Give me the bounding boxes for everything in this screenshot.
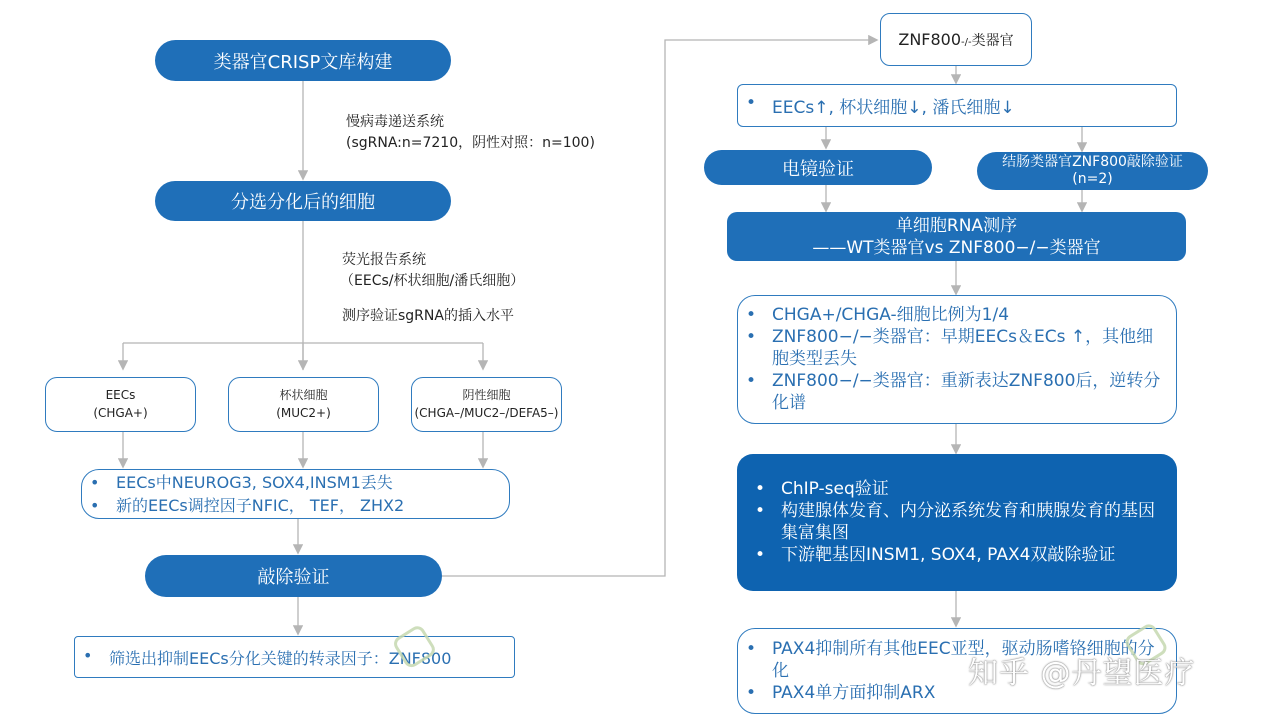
- znf800-genotype: -/-: [961, 37, 972, 48]
- reporter-note-line-3: 测序验证sgRNA的插入水平: [342, 308, 514, 324]
- znf800-organoid-suffix: 类器官: [971, 32, 1014, 49]
- category-goblet-name: 杯状细胞: [279, 388, 328, 403]
- screen-findings-box: [81, 469, 510, 519]
- znf800-organoid-node: [880, 13, 1032, 66]
- phenotype-box: [737, 84, 1177, 127]
- znf800-gene: ZNF800: [898, 30, 962, 49]
- category-eecs-marker: (CHGA+): [93, 405, 148, 420]
- pax4-finding-item: • PAX4抑制所有其他EEC亚型，驱动肠嗜铬细胞的分化: [738, 638, 1162, 682]
- scrna-seq-step: [727, 212, 1186, 261]
- scrna-seq-label: 单细胞RNA测序: [895, 215, 1018, 236]
- category-eecs: [45, 377, 196, 432]
- category-goblet: [228, 377, 379, 432]
- delivery-note-line-1: 慢病毒递送系统: [346, 114, 444, 130]
- scrna-finding-item: • CHGA+/CHGA-细胞比例为1/4: [738, 304, 1162, 326]
- category-eecs-name: EECs: [105, 388, 136, 403]
- reporter-note-line-2: （EECs/杯状细胞/潘氏细胞）: [340, 273, 525, 289]
- result-text: • 筛选出抑制EECs分化关键的转录因子：ZNF800: [75, 646, 451, 669]
- crispr-library-step: [155, 40, 451, 81]
- em-validation-step: [704, 150, 932, 185]
- screen-finding-item: • 新的EECs调控因子NFIC， TEF， ZHX2: [82, 494, 509, 517]
- category-goblet-marker: (MUC2+): [276, 405, 331, 420]
- zhihu-watermark: [968, 648, 1196, 692]
- scrna-seq-comparison: ——WT类器官vs ZNF800−/−类器官: [812, 237, 1101, 258]
- knockout-validation-label: 敲除验证: [257, 567, 330, 588]
- category-negative-name: 阴性细胞: [462, 388, 511, 403]
- cell-sorting-label: 分选分化后的细胞: [231, 192, 375, 213]
- delivery-note-line-2: (sgRNA:n=7210，阴性对照：n=100): [346, 135, 595, 151]
- em-validation-label: 电镜验证: [782, 158, 854, 180]
- zhihu-watermark-text: 知乎 @丹望医疗: [968, 656, 1196, 691]
- reporter-note: [340, 250, 524, 327]
- colon-organoid-validation-step: [977, 152, 1208, 190]
- knockout-validation-step: [145, 555, 442, 597]
- crispr-library-label: 类器官CRISP文库构建: [213, 51, 393, 73]
- screen-finding-item: • EECs中NEUROG3, SOX4,INSM1丢失: [82, 471, 509, 494]
- chip-finding-item: • ChIP-seq验证: [747, 478, 1163, 500]
- scrna-findings-box: [737, 295, 1177, 424]
- reporter-note-spacer: [340, 292, 524, 306]
- delivery-note: [346, 112, 595, 154]
- chip-finding-item: • 下游靶基因INSM1, SOX4, PAX4双敲除验证: [747, 544, 1163, 566]
- chip-seq-box: [737, 454, 1177, 591]
- category-negative-marker: (CHGA–/MUC2–/DEFA5–): [414, 405, 559, 420]
- colon-validation-label: 结肠类器官ZNF800敲除验证: [1002, 154, 1183, 170]
- cell-sorting-step: [155, 181, 451, 221]
- colon-validation-count: (n=2): [1072, 171, 1113, 187]
- pax4-finding-item: • PAX4单方面抑制ARX: [738, 682, 1162, 704]
- scrna-finding-item: • ZNF800−/−类器官：重新表达ZNF800后，逆转分化谱: [738, 370, 1162, 414]
- reporter-note-line-1: 荧光报告系统: [342, 252, 426, 268]
- phenotype-text: • EECs↑, 杯状细胞↓, 潘氏细胞↓: [738, 93, 1015, 118]
- category-negative: [411, 377, 562, 432]
- chip-finding-item: • 构建腺体发育、内分泌系统发育和胰腺发育的基因集富集图: [747, 500, 1163, 544]
- scrna-finding-item: • ZNF800−/−类器官：早期EECs＆ECs ↑，其他细胞类型丢失: [738, 326, 1162, 370]
